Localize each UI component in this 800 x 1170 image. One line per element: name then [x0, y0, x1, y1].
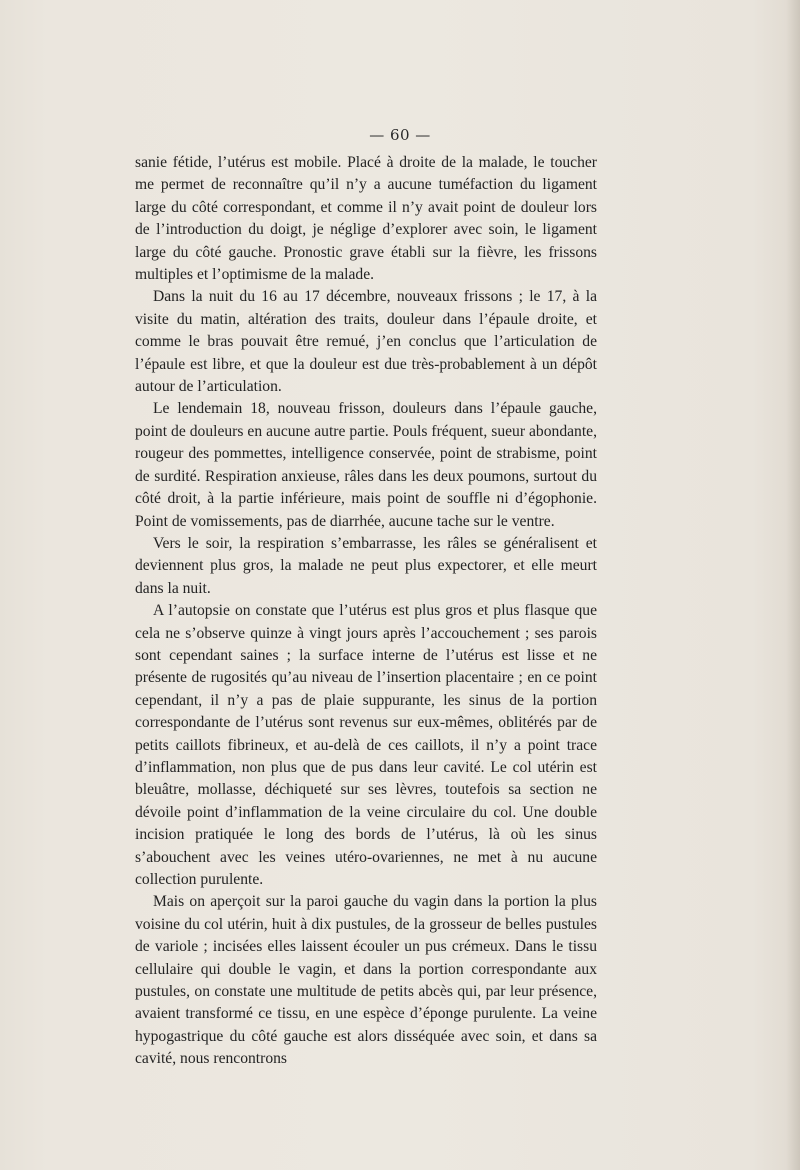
page-number: — 60 —: [369, 126, 431, 144]
paragraph: Vers le soir, la respiration s’embarrasse, les râles se généralisent et deviennent plus gros, la malade ne peut plus expectorer, et elle meurt dans la nuit.: [135, 534, 597, 597]
page-edge-shadow: [786, 0, 800, 1170]
paragraph: Le lendemain 18, nouveau frisson, douleurs dans l’épaule gauche, point de douleurs en aucune autre partie. Pouls fréquent, sueur abondante, rougeur des pommettes, intelligence conservée, point de strabisme, point de surdité. Respiration anxieuse, râles dans les deux poumons, surtout du côté droit, à la partie inférieure, mais point de souffle ni d’égophonie. Point de vomissements, pas de diarrhée, aucune tache sur le ventre.: [135, 400, 597, 530]
body-text: [135, 152, 597, 1071]
paragraph: sanie fétide, l’utérus est mobile. Placé à droite de la malade, le toucher me permet de reconnaître qu’il n’y a aucune tuméfaction du ligament large du côté correspondant, et comme il n’y avait point de douleur lors de l’introduction du doigt, je néglige d’explorer avec soin, le ligament large du côté gauche. Pronostic grave établi sur la fièvre, les frissons multiples et l’optimisme de la malade.: [135, 154, 597, 284]
paragraph: Dans la nuit du 16 au 17 décembre, nouveaux frissons ; le 17, à la visite du matin, altération des traits, douleur dans l’épaule droite, et comme le bras pouvait être remué, j’en conclus que l’articulation de l’épaule est libre, et que la douleur est due très-probablement à un dépôt autour de l’articulation.: [135, 288, 597, 396]
paragraph: Mais on aperçoit sur la paroi gauche du vagin dans la portion la plus voisine du col utérin, huit à dix pustules, de la grosseur de belles pustules de variole ; incisées elles laissent écouler un pus crémeux. Dans le tissu cellulaire qui double le vagin, et dans la portion correspondante aux pustules, on constate une multitude de petits abcès qui, par leur présence, avaient transformé ce tissu, en une espèce d’éponge purulente. La veine hypogastrique du côté gauche est alors disséquée avec soin, et dans sa cavité, nous rencontrons: [135, 893, 597, 1068]
paragraph: A l’autopsie on constate que l’utérus est plus gros et plus flasque que cela ne s’observe quinze à vingt jours après l’accouchement ; ses parois sont cependant saines ; la surface interne de l’utérus est lisse et ne présente de rugosités qu’au niveau de l’insertion placentaire ; en ce point cependant, il n’y a pas de plaie suppurante, les sinus de la portion correspondante de l’utérus sont revenus sur eux-mêmes, oblitérés par de petits caillots fibrineux, et au-delà de ces caillots, il n’y a point trace d’inflammation, non plus que de pus dans leur cavité. Le col utérin est bleuâtre, mollasse, déchiqueté sur ses lèvres, toutefois sa section ne dévoile point d’inflammation de la veine circulaire du col. Une double incision pratiquée le long des bords de l’utérus, là où les sinus s’abouchent avec les veines utéro-ovariennes, ne met à nu aucune collection purulente.: [135, 602, 597, 888]
